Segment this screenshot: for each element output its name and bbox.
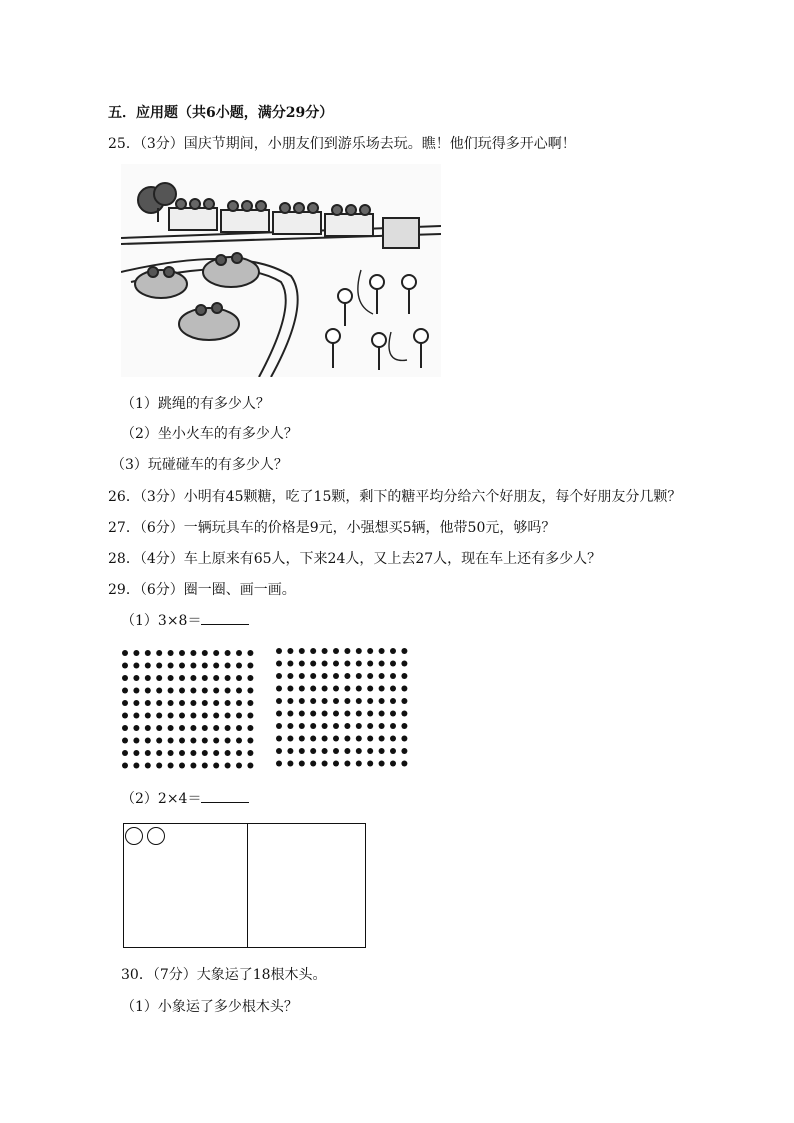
dot[interactable]: [390, 723, 396, 729]
dot[interactable]: [122, 725, 128, 731]
dot[interactable]: [179, 688, 185, 694]
dot[interactable]: [168, 750, 174, 756]
dot[interactable]: [225, 738, 231, 744]
dot[interactable]: [225, 688, 231, 694]
dot[interactable]: [367, 736, 373, 742]
dot[interactable]: [190, 663, 196, 669]
dot[interactable]: [322, 673, 328, 679]
dot[interactable]: [333, 748, 339, 754]
dot[interactable]: [202, 688, 208, 694]
dot[interactable]: [322, 648, 328, 654]
question-25-text: 25．（3分）国庆节期间，小朋友们到游乐场去玩。瞧！他们玩得多开心啊！: [108, 136, 576, 152]
dot[interactable]: [367, 648, 373, 654]
dot[interactable]: [367, 748, 373, 754]
dot[interactable]: [122, 663, 128, 669]
dot[interactable]: [287, 723, 293, 729]
dot[interactable]: [310, 748, 316, 754]
dot[interactable]: [287, 673, 293, 679]
dot[interactable]: [236, 650, 242, 656]
dot[interactable]: [190, 763, 196, 769]
dot[interactable]: [190, 675, 196, 681]
dot[interactable]: [401, 661, 407, 667]
dot[interactable]: [310, 673, 316, 679]
dot[interactable]: [247, 763, 253, 769]
dot[interactable]: [401, 673, 407, 679]
dot[interactable]: [122, 713, 128, 719]
dot[interactable]: [367, 661, 373, 667]
dot[interactable]: [190, 738, 196, 744]
dot[interactable]: [236, 663, 242, 669]
dot[interactable]: [202, 675, 208, 681]
dot[interactable]: [236, 763, 242, 769]
dot[interactable]: [287, 761, 293, 767]
dot[interactable]: [299, 761, 305, 767]
dot[interactable]: [390, 736, 396, 742]
dot[interactable]: [322, 736, 328, 742]
dot[interactable]: [322, 748, 328, 754]
dot[interactable]: [401, 736, 407, 742]
dot[interactable]: [202, 663, 208, 669]
dot[interactable]: [156, 713, 162, 719]
dot[interactable]: [367, 698, 373, 704]
dot[interactable]: [247, 700, 253, 706]
dot[interactable]: [247, 675, 253, 681]
dot[interactable]: [179, 675, 185, 681]
dot[interactable]: [202, 738, 208, 744]
dot[interactable]: [344, 698, 350, 704]
dot[interactable]: [390, 686, 396, 692]
dot[interactable]: [390, 711, 396, 717]
dot[interactable]: [122, 675, 128, 681]
dot[interactable]: [225, 725, 231, 731]
dot[interactable]: [310, 686, 316, 692]
dot[interactable]: [333, 761, 339, 767]
dot[interactable]: [333, 648, 339, 654]
dot[interactable]: [287, 661, 293, 667]
dot[interactable]: [236, 713, 242, 719]
dot[interactable]: [276, 761, 282, 767]
dot[interactable]: [168, 738, 174, 744]
dot[interactable]: [379, 686, 385, 692]
dot[interactable]: [401, 711, 407, 717]
dot[interactable]: [379, 748, 385, 754]
dot[interactable]: [287, 648, 293, 654]
dot[interactable]: [179, 663, 185, 669]
dot[interactable]: [122, 763, 128, 769]
dot[interactable]: [356, 673, 362, 679]
dot[interactable]: [310, 736, 316, 742]
dot[interactable]: [333, 661, 339, 667]
dot[interactable]: [379, 661, 385, 667]
dot[interactable]: [190, 713, 196, 719]
dot[interactable]: [310, 661, 316, 667]
dot[interactable]: [401, 686, 407, 692]
question-26-text: 26．（3分）小明有45颗糖，吃了15颗，剩下的糖平均分给六个好朋友，每个好朋友分几颗？: [108, 489, 682, 505]
dot[interactable]: [145, 750, 151, 756]
dot[interactable]: [156, 688, 162, 694]
dot[interactable]: [356, 686, 362, 692]
dot[interactable]: [156, 750, 162, 756]
dot[interactable]: [179, 738, 185, 744]
dot[interactable]: [156, 738, 162, 744]
dot[interactable]: [225, 700, 231, 706]
dot[interactable]: [390, 748, 396, 754]
dot[interactable]: [401, 761, 407, 767]
dot[interactable]: [367, 723, 373, 729]
dot[interactable]: [133, 713, 139, 719]
dot[interactable]: [202, 650, 208, 656]
dot[interactable]: [310, 698, 316, 704]
dot[interactable]: [344, 648, 350, 654]
dot[interactable]: [133, 738, 139, 744]
dot[interactable]: [390, 761, 396, 767]
question-29-sub-2-label: （2）2×4＝: [121, 791, 202, 807]
dot[interactable]: [122, 688, 128, 694]
dot[interactable]: [356, 748, 362, 754]
question-29-text: 29．（6分）圈一圈、画一画。: [108, 582, 296, 598]
question-25-sub-3: （3）玩碰碰车的有多少人？: [111, 457, 288, 473]
dot[interactable]: [133, 750, 139, 756]
question-28-text: 28．（4分）车上原来有65人，下来24人，又上去27人，现在车上还有多少人？: [108, 551, 602, 567]
dot[interactable]: [225, 750, 231, 756]
dot[interactable]: [379, 761, 385, 767]
dot[interactable]: [202, 763, 208, 769]
dot[interactable]: [276, 736, 282, 742]
dot[interactable]: [356, 698, 362, 704]
dot[interactable]: [133, 663, 139, 669]
dot[interactable]: [145, 688, 151, 694]
dot[interactable]: [225, 663, 231, 669]
dot[interactable]: [367, 711, 373, 717]
dot[interactable]: [367, 761, 373, 767]
dot[interactable]: [299, 736, 305, 742]
dot[interactable]: [247, 663, 253, 669]
dot[interactable]: [276, 648, 282, 654]
dot[interactable]: [168, 713, 174, 719]
dot[interactable]: [299, 686, 305, 692]
dot[interactable]: [213, 675, 219, 681]
dot[interactable]: [356, 661, 362, 667]
dot[interactable]: [213, 738, 219, 744]
dot[interactable]: [122, 750, 128, 756]
dot[interactable]: [299, 648, 305, 654]
dot[interactable]: [168, 663, 174, 669]
dot[interactable]: [133, 763, 139, 769]
section-title: 五．应用题（共6小题，满分29分）: [108, 105, 334, 121]
dot[interactable]: [299, 711, 305, 717]
dot[interactable]: [276, 686, 282, 692]
dot[interactable]: [247, 650, 253, 656]
dot[interactable]: [379, 648, 385, 654]
dot[interactable]: [247, 750, 253, 756]
dot[interactable]: [287, 736, 293, 742]
dot[interactable]: [247, 688, 253, 694]
dot[interactable]: [379, 736, 385, 742]
dot[interactable]: [276, 661, 282, 667]
dot[interactable]: [367, 673, 373, 679]
dot[interactable]: [390, 698, 396, 704]
dot[interactable]: [213, 700, 219, 706]
dot[interactable]: [145, 725, 151, 731]
dot[interactable]: [276, 673, 282, 679]
dot[interactable]: [179, 650, 185, 656]
dot[interactable]: [322, 686, 328, 692]
dot[interactable]: [299, 748, 305, 754]
dot[interactable]: [190, 688, 196, 694]
dot[interactable]: [213, 713, 219, 719]
dot[interactable]: [247, 738, 253, 744]
dot[interactable]: [333, 736, 339, 742]
dot[interactable]: [213, 663, 219, 669]
question-30-text: 30．（7分）大象运了18根木头。: [121, 967, 327, 983]
question-29-sub-1-label: （1）3×8＝: [121, 613, 202, 629]
dot-grid-right: [274, 646, 410, 772]
drawn-circle: [147, 827, 165, 845]
dot[interactable]: [379, 698, 385, 704]
dot[interactable]: [202, 750, 208, 756]
dot[interactable]: [390, 661, 396, 667]
answer-blank[interactable]: [201, 612, 249, 625]
dot[interactable]: [168, 763, 174, 769]
dot[interactable]: [401, 723, 407, 729]
dot[interactable]: [299, 698, 305, 704]
dot[interactable]: [133, 650, 139, 656]
dot[interactable]: [356, 723, 362, 729]
dot[interactable]: [310, 723, 316, 729]
dot[interactable]: [190, 750, 196, 756]
dot[interactable]: [156, 763, 162, 769]
dot[interactable]: [390, 648, 396, 654]
dot[interactable]: [322, 723, 328, 729]
dot[interactable]: [190, 650, 196, 656]
dot[interactable]: [202, 713, 208, 719]
dot[interactable]: [276, 748, 282, 754]
dot[interactable]: [356, 711, 362, 717]
dot[interactable]: [145, 663, 151, 669]
dot[interactable]: [179, 750, 185, 756]
dot[interactable]: [333, 723, 339, 729]
dot[interactable]: [356, 761, 362, 767]
dot[interactable]: [133, 675, 139, 681]
dot[interactable]: [401, 748, 407, 754]
dot[interactable]: [145, 738, 151, 744]
dot[interactable]: [225, 713, 231, 719]
dot[interactable]: [344, 748, 350, 754]
dot[interactable]: [145, 713, 151, 719]
dot[interactable]: [133, 725, 139, 731]
question-29-sub-1: [121, 612, 249, 630]
dot[interactable]: [179, 700, 185, 706]
dot[interactable]: [344, 661, 350, 667]
dot[interactable]: [213, 688, 219, 694]
dot[interactable]: [225, 763, 231, 769]
dot[interactable]: [310, 711, 316, 717]
dot[interactable]: [122, 650, 128, 656]
dot[interactable]: [344, 736, 350, 742]
dot[interactable]: [322, 761, 328, 767]
dot[interactable]: [213, 725, 219, 731]
dot[interactable]: [236, 700, 242, 706]
dot[interactable]: [236, 688, 242, 694]
dot[interactable]: [156, 663, 162, 669]
dot[interactable]: [190, 725, 196, 731]
question-25-sub-2: （2）坐小火车的有多少人？: [121, 426, 298, 442]
dot[interactable]: [322, 711, 328, 717]
dot[interactable]: [276, 723, 282, 729]
dot[interactable]: [122, 738, 128, 744]
dot[interactable]: [225, 650, 231, 656]
dot[interactable]: [299, 673, 305, 679]
dot[interactable]: [168, 725, 174, 731]
dot[interactable]: [287, 686, 293, 692]
dot[interactable]: [276, 698, 282, 704]
dot[interactable]: [145, 763, 151, 769]
dot[interactable]: [213, 763, 219, 769]
dot[interactable]: [356, 648, 362, 654]
dot[interactable]: [156, 700, 162, 706]
dot[interactable]: [401, 698, 407, 704]
dot[interactable]: [356, 736, 362, 742]
dot[interactable]: [367, 686, 373, 692]
dot[interactable]: [287, 698, 293, 704]
dot[interactable]: [276, 711, 282, 717]
dot[interactable]: [344, 711, 350, 717]
dot[interactable]: [333, 698, 339, 704]
dot[interactable]: [179, 763, 185, 769]
dot[interactable]: [379, 673, 385, 679]
dot[interactable]: [213, 650, 219, 656]
dot[interactable]: [310, 761, 316, 767]
drawing-boxes[interactable]: [123, 823, 366, 948]
dot[interactable]: [236, 750, 242, 756]
dot[interactable]: [168, 688, 174, 694]
dot[interactable]: [322, 661, 328, 667]
question-27-text: 27．（6分）一辆玩具车的价格是9元，小强想买5辆，他带50元，够吗？: [108, 520, 556, 536]
dot[interactable]: [390, 673, 396, 679]
dot[interactable]: [156, 650, 162, 656]
dot[interactable]: [401, 648, 407, 654]
dot[interactable]: [379, 723, 385, 729]
dot[interactable]: [236, 738, 242, 744]
dot[interactable]: [133, 700, 139, 706]
dot[interactable]: [156, 725, 162, 731]
dot[interactable]: [168, 650, 174, 656]
dot-grid-left: [120, 648, 256, 774]
dot[interactable]: [287, 711, 293, 717]
dot[interactable]: [344, 686, 350, 692]
dot[interactable]: [179, 725, 185, 731]
dot[interactable]: [236, 675, 242, 681]
dot[interactable]: [299, 661, 305, 667]
dot[interactable]: [202, 725, 208, 731]
dot[interactable]: [190, 700, 196, 706]
dot[interactable]: [145, 675, 151, 681]
amusement-park-illustration: [121, 164, 441, 377]
dot[interactable]: [168, 675, 174, 681]
dot[interactable]: [145, 700, 151, 706]
dot[interactable]: [247, 713, 253, 719]
dot[interactable]: [344, 723, 350, 729]
dot[interactable]: [287, 748, 293, 754]
dot[interactable]: [310, 648, 316, 654]
dot[interactable]: [247, 725, 253, 731]
box-divider: [247, 824, 248, 947]
answer-blank[interactable]: [201, 790, 249, 803]
dot[interactable]: [333, 686, 339, 692]
dot[interactable]: [225, 675, 231, 681]
dot[interactable]: [213, 750, 219, 756]
dot[interactable]: [156, 675, 162, 681]
dot[interactable]: [333, 673, 339, 679]
dot[interactable]: [322, 698, 328, 704]
dot[interactable]: [122, 700, 128, 706]
dot[interactable]: [333, 711, 339, 717]
drawn-circle: [125, 827, 143, 845]
dot[interactable]: [202, 700, 208, 706]
dot[interactable]: [168, 700, 174, 706]
question-25-sub-1: （1）跳绳的有多少人？: [121, 396, 270, 412]
dot[interactable]: [133, 688, 139, 694]
dot[interactable]: [344, 761, 350, 767]
dot[interactable]: [299, 723, 305, 729]
dot[interactable]: [379, 711, 385, 717]
question-29-sub-2: [121, 790, 249, 808]
dot[interactable]: [236, 725, 242, 731]
dot[interactable]: [344, 673, 350, 679]
dot[interactable]: [179, 713, 185, 719]
question-30-sub-1: （1）小象运了多少根木头？: [121, 999, 298, 1015]
dot[interactable]: [145, 650, 151, 656]
